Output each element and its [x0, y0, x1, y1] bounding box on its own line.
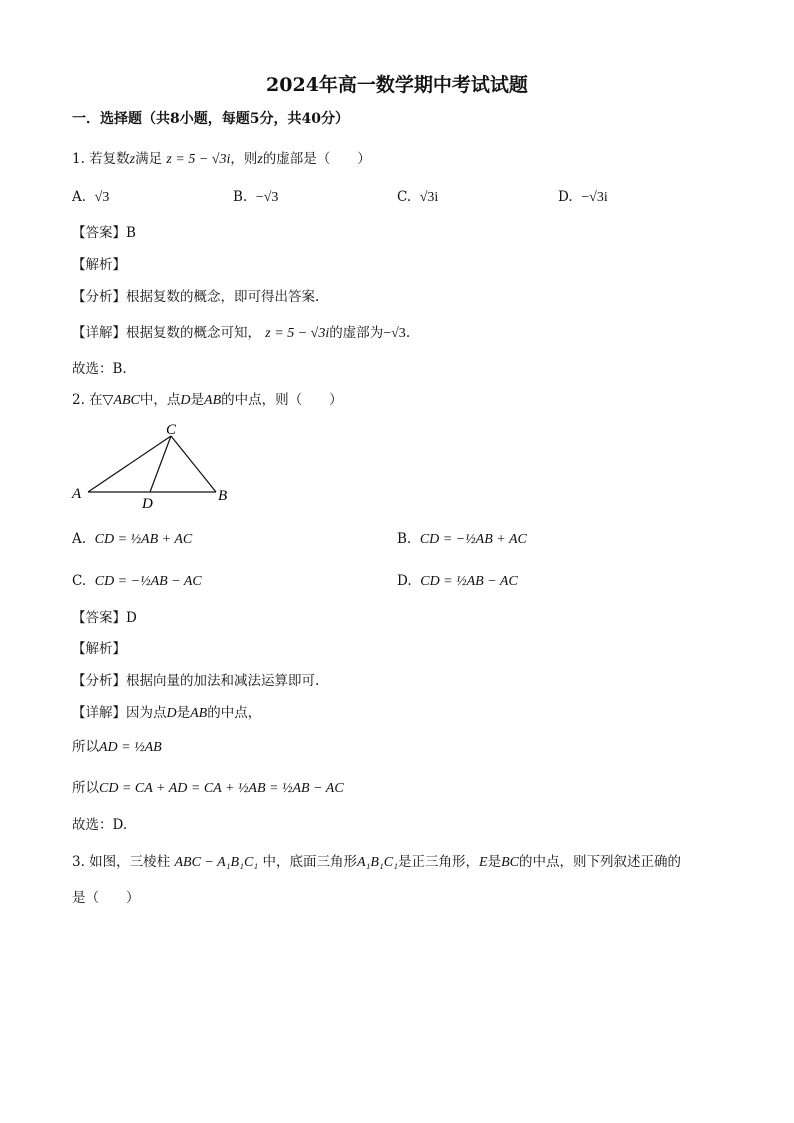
- q1-analysis-tag: 【解析】: [72, 257, 126, 273]
- q2-guxuan: 故选：D.: [72, 817, 128, 833]
- q2-option-b: B. CD = −½AB + AC: [397, 531, 527, 547]
- q1-option-c: C. √3i: [397, 189, 439, 205]
- q1-fenxi: 【分析】根据复数的概念，即可得出答案.: [72, 289, 320, 305]
- q1-xiangjie: 【详解】根据复数的概念可知， z = 5 − √3i的虚部为−√3.: [72, 325, 411, 341]
- q2-stem: 2. 在▽ABC中，点D是AB的中点，则（ ）: [72, 392, 343, 408]
- q2-xiangjie: 【详解】因为点D是AB的中点，: [72, 705, 262, 721]
- vertex-label-d: D: [142, 496, 153, 512]
- q1-option-b: B. −√3: [233, 189, 279, 205]
- q2-option-c: C. CD = −½AB − AC: [72, 573, 202, 589]
- page-title: 2024年高一数学期中考试试题: [266, 74, 528, 96]
- q2-line1: 所以AD = ½AB: [72, 739, 162, 755]
- q1-guxuan: 故选：B.: [72, 361, 127, 377]
- q1-option-a: A. √3: [72, 189, 110, 205]
- q2-line2: 所以CD = CA + AD = CA + ½AB = ½AB − AC: [72, 780, 344, 796]
- triangle-figure: [66, 418, 246, 514]
- q3-stem: 3. 如图，三棱柱 ABC − A₁B₁C₁ 中，底面三角形A₁B₁C₁是正三角形，E是BC的中点，则下列叙述正确的: [72, 854, 681, 870]
- q1-stem: 1. 若复数z满足 z = 5 − √3i，则z的虚部是（ ）: [72, 151, 371, 167]
- q2-analysis-tag: 【解析】: [72, 641, 126, 657]
- q2-answer: 【答案】D: [72, 610, 137, 626]
- q3-stem-line2: 是（ ）: [72, 890, 140, 906]
- vertex-label-c: C: [166, 422, 177, 438]
- q1-answer: 【答案】B: [72, 225, 136, 241]
- q2-option-a: A. CD = ½AB + AC: [72, 531, 193, 547]
- q2-fenxi: 【分析】根据向量的加法和减法运算即可.: [72, 673, 320, 689]
- vertex-label-b: B: [218, 488, 228, 504]
- q2-option-d: D. CD = ½AB − AC: [397, 573, 518, 589]
- q1-option-d: D. −√3i: [558, 189, 608, 205]
- section-heading: 一．选择题（共8小题，每题5分，共40分）: [72, 111, 349, 127]
- vertex-label-a: A: [72, 486, 82, 502]
- q1-formula: z = 5 − √3i: [166, 152, 231, 167]
